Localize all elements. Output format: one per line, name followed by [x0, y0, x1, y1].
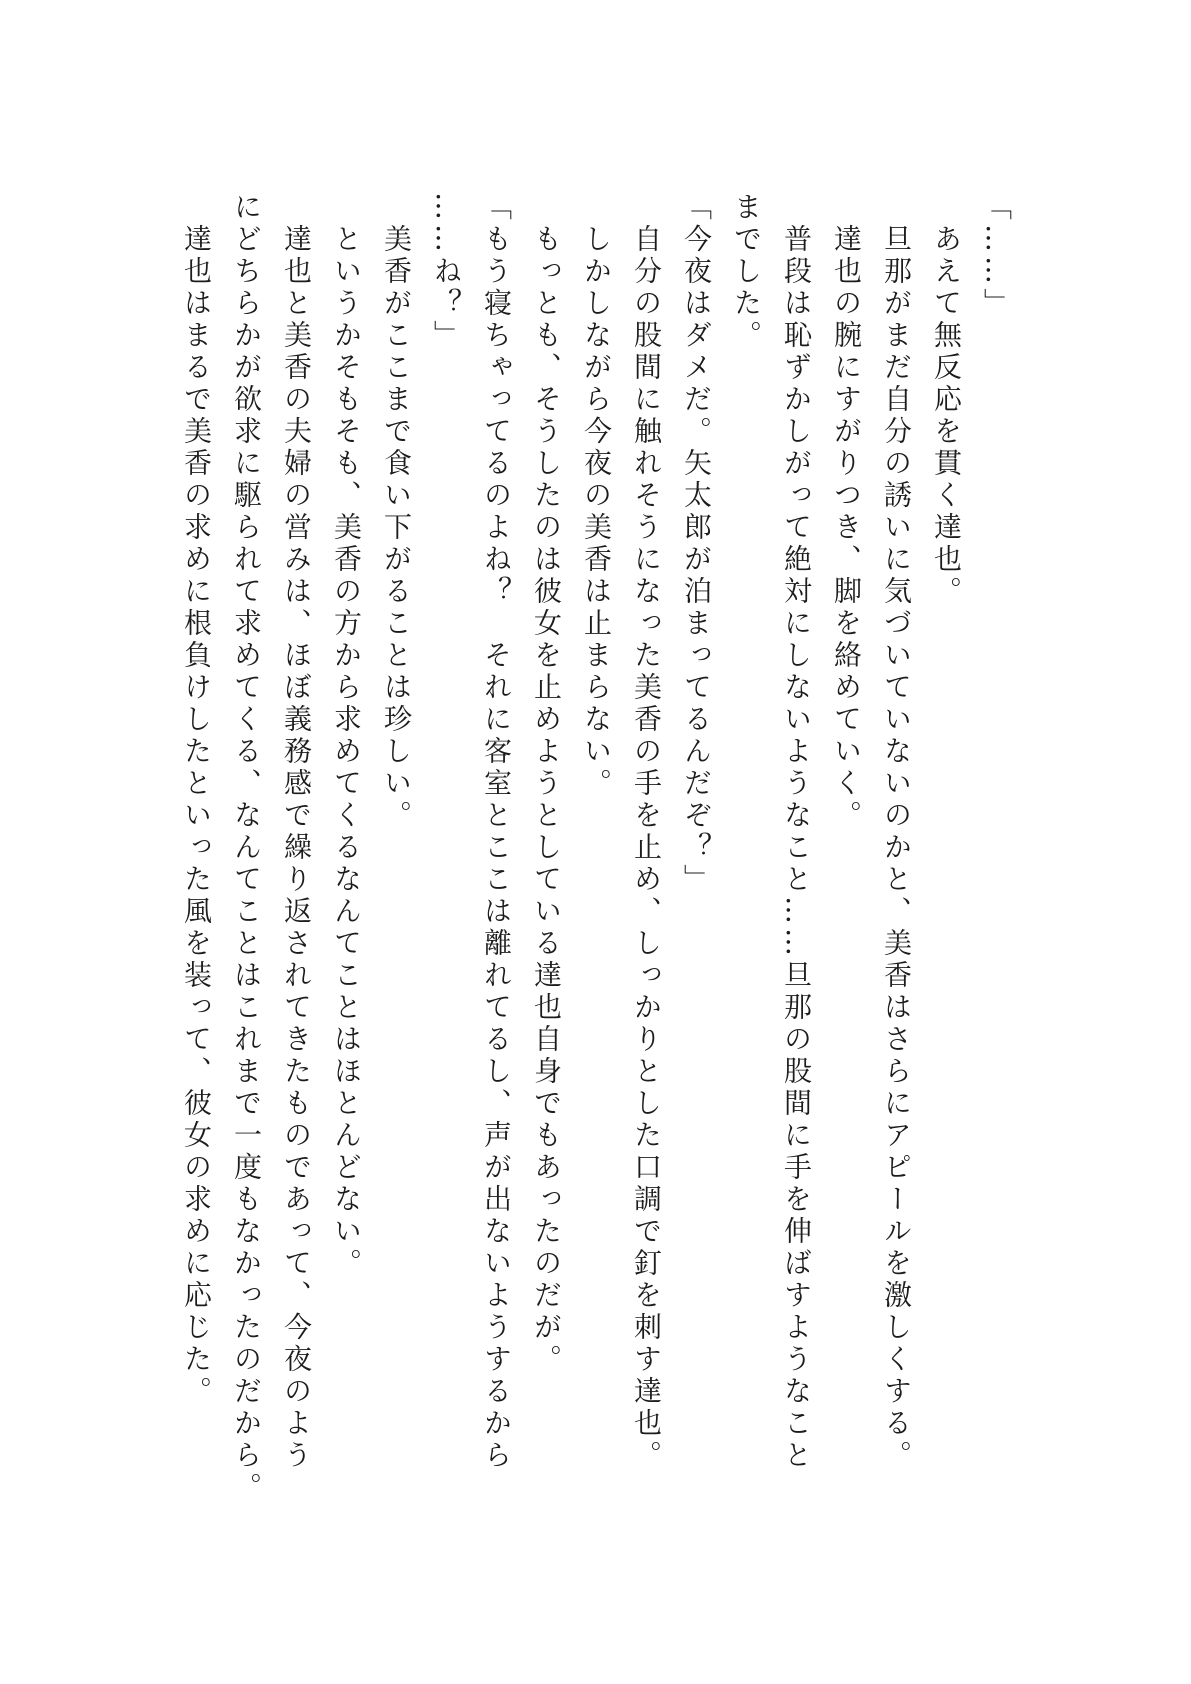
vertical-text-block	[171, 192, 1021, 1532]
text-line: 美香がここまで食い下がることは珍しい。	[380, 192, 413, 832]
text-line-dialogue: 「今夜はダメだ。矢太郎が泊まってるんだぞ？」	[680, 192, 713, 896]
text-line-continuation: までした。	[730, 192, 763, 352]
text-line: 自分の股間に触れそうになった美香の手を止め、しっかりとした口調で釘を刺す達也。	[630, 192, 663, 1472]
text-line: 旦那がまだ自分の誘いに気づいていないのかと、美香はさらにアピールを激しくする。	[880, 192, 913, 1472]
text-line-dialogue-continuation: ……ね？」	[430, 192, 463, 352]
text-line: もっとも、そうしたのは彼女を止めようとしている達也自身でもあったのだが。	[530, 192, 563, 1376]
text-line: 普段は恥ずかしがって絶対にしないようなこと……旦那の股間に手を伸ばすようなこと	[780, 192, 813, 1472]
text-line-dialogue-silence: 「……」	[980, 192, 1013, 320]
text-line: 達也と美香の夫婦の営みは、ほぼ義務感で繰り返されてきたものであって、今夜のよう	[280, 192, 313, 1472]
text-line: というかそもそも、美香の方から求めてくるなんてことはほとんどない。	[330, 192, 363, 1280]
text-line: 達也の腕にすがりつき、脚を絡めていく。	[830, 192, 863, 832]
text-line-continuation: にどちらかが欲求に駆られて求めてくる、なんてことはこれまで一度もなかったのだから。	[230, 192, 263, 1504]
text-line: しかしながら今夜の美香は止まらない。	[580, 192, 613, 800]
text-line: あえて無反応を貫く達也。	[930, 192, 963, 608]
text-line-dialogue: 「もう寝ちゃってるのよね？ それに客室とここは離れてるし、声が出ないようするから	[480, 192, 513, 1472]
text-line: 達也はまるで美香の求めに根負けしたといった風を装って、彼女の求めに応じた。	[180, 192, 213, 1408]
